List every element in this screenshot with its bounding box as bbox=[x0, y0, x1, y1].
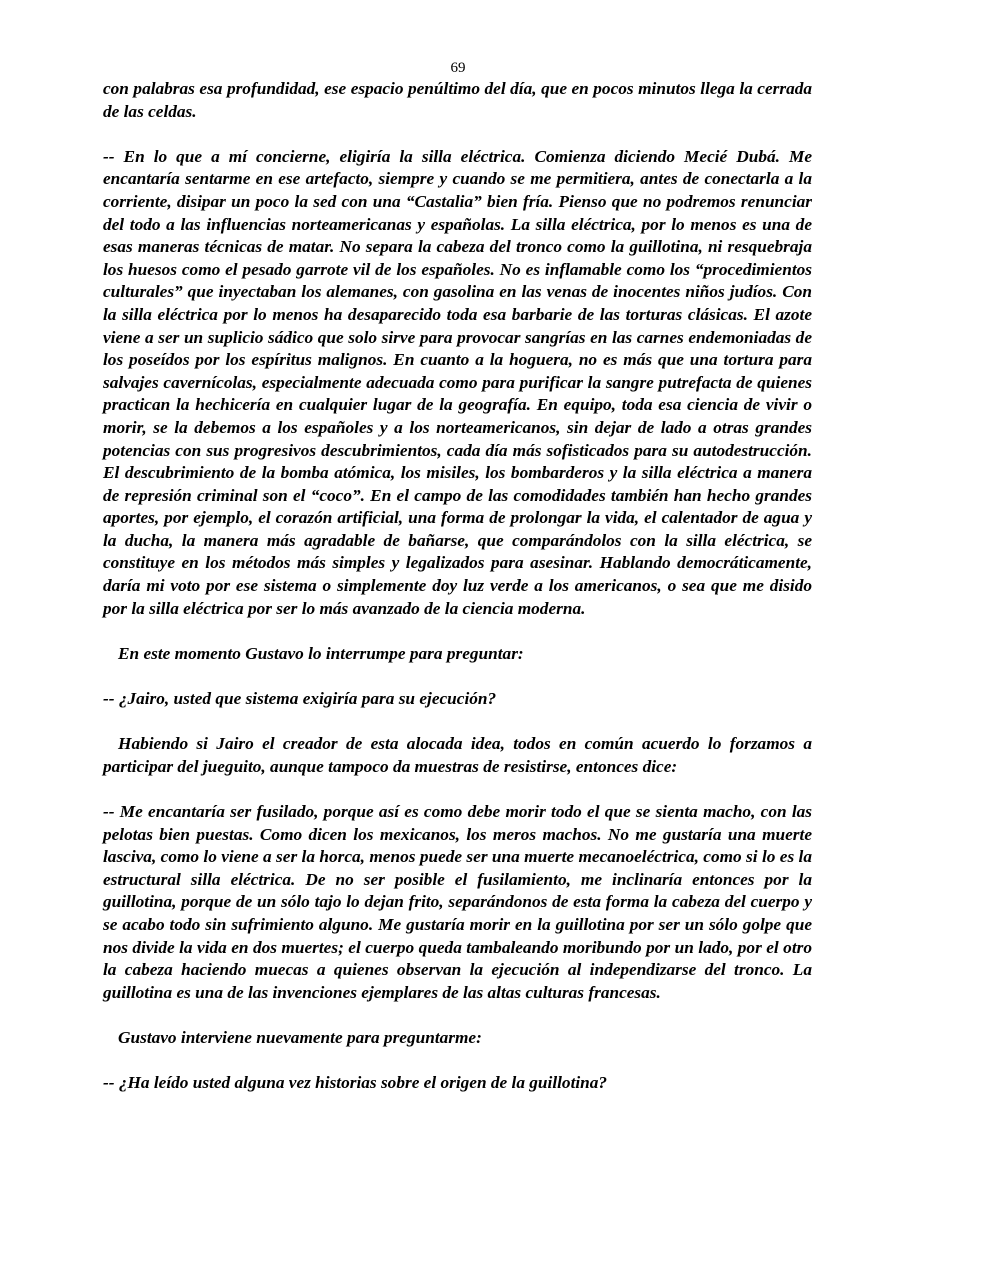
paragraph: En este momento Gustavo lo interrumpe para preguntar: bbox=[118, 643, 524, 663]
paragraph: -- ¿Jairo, usted que sistema exigiría para su ejecución? bbox=[103, 689, 497, 709]
paragraph: Habiendo si Jairo el creador de esta alocada idea, todos en común acuerdo lo forzamos a participar del jueguito, aunque tampoco da muestras de resistirse, entonces dice: bbox=[103, 734, 812, 776]
paragraph: -- ¿Ha leído usted alguna vez historias sobre el origen de la guillotina? bbox=[103, 1073, 608, 1093]
paragraph: Gustavo interviene nuevamente para preguntarme: bbox=[118, 1027, 482, 1047]
paragraph: -- En lo que a mí concierne, eligiría la silla eléctrica. Comienza diciendo Mecié Dubá. Me encantaría sentarme en ese artefacto, siempre y cuando se me permitiera, antes de conectarla a la corriente, disipar un poco la sed con una “Castalia” bien fría. Pienso que no podremos renunciar del todo a las influencias norteamericanas y españolas. La silla eléctrica, por lo menos es una de esas maneras técnicas de matar. No separa la cabeza del tronco como la guillotina, ni resquebraja los huesos como el pesado garrote vil de los españoles. No es inflamable como los “procedimientos culturales” que inyectaban los alemanes, con gasolina en las venas de inocentes niños judíos. Con la silla eléctrica por lo menos ha desaparecido toda esa barbarie de las torturas clásicas. El azote viene a ser un suplicio sádico que solo sirve para provocar sangrías en las carnes endemoniadas de los poseídos por los espíritus malignos. En cuanto a la hoguera, no es más que una tortura para salvajes cavernícolas, especialmente adecuada como para purificar la sangre putrefacta de quienes practican la hechicería en cualquier lugar de la geografía. En equipo, toda esa ciencia de vivir o morir, se la debemos a los españoles y a los norteamericanos, sin dejar de lado a otras grandes potencias con sus progresivos descubrimientos, cada día más sofisticados para su autodestrucción. El descubrimiento de la bomba atómica, los misiles, los bombarderos y la silla eléctrica a manera de represión criminal son el “coco”. En el campo de las comodidades también han hecho grandes aportes, por ejemplo, el corazón artificial, una forma de prolongar la vida, el calentador de agua y la ducha, la manera más agradable de bañarse, que comparándolos con la silla eléctrica, se constituye en los métodos más simples y legalizados para asesinar. Hablando democráticamente, daría mi voto por ese sistema o simplemente doy luz verde a los americanos, o sea que me disido por la silla eléctrica por ser lo más avanzado de la ciencia moderna. bbox=[103, 146, 812, 618]
paragraph: -- Me encantaría ser fusilado, porque así es como debe morir todo el que se sienta macho, con las pelotas bien puestas. Como dicen los mexicanos, los meros machos. No me gustaría una muerte lasciva, como lo viene a ser la horca, menos puede ser una muerte mecanoeléctrica, como si lo es la estructural silla eléctrica. De no ser posible el fusilamiento, me inclinaría entonces por la guillotina, porque de un sólo tajo lo dejan frito, separándonos de esta forma la cabeza del cuerpo y se acabo todo sin sufrimiento alguno. Me gustaría morir en la guillotina por ser un sólo golpe que nos divide la vida en dos muertes; el cuerpo queda tambaleando moribundo por un lado, por el otro la cabeza haciendo muecas a quienes observan la ejecución al independizarse del tronco. La guillotina es una de las invenciones ejemplares de las altas culturas francesas. bbox=[103, 802, 812, 1002]
body-text bbox=[103, 78, 812, 1095]
paragraph: con palabras esa profundidad, ese espacio penúltimo del día, que en pocos minutos llega la cerrada de las celdas. bbox=[103, 79, 812, 121]
page-number: 69 bbox=[450, 60, 466, 76]
